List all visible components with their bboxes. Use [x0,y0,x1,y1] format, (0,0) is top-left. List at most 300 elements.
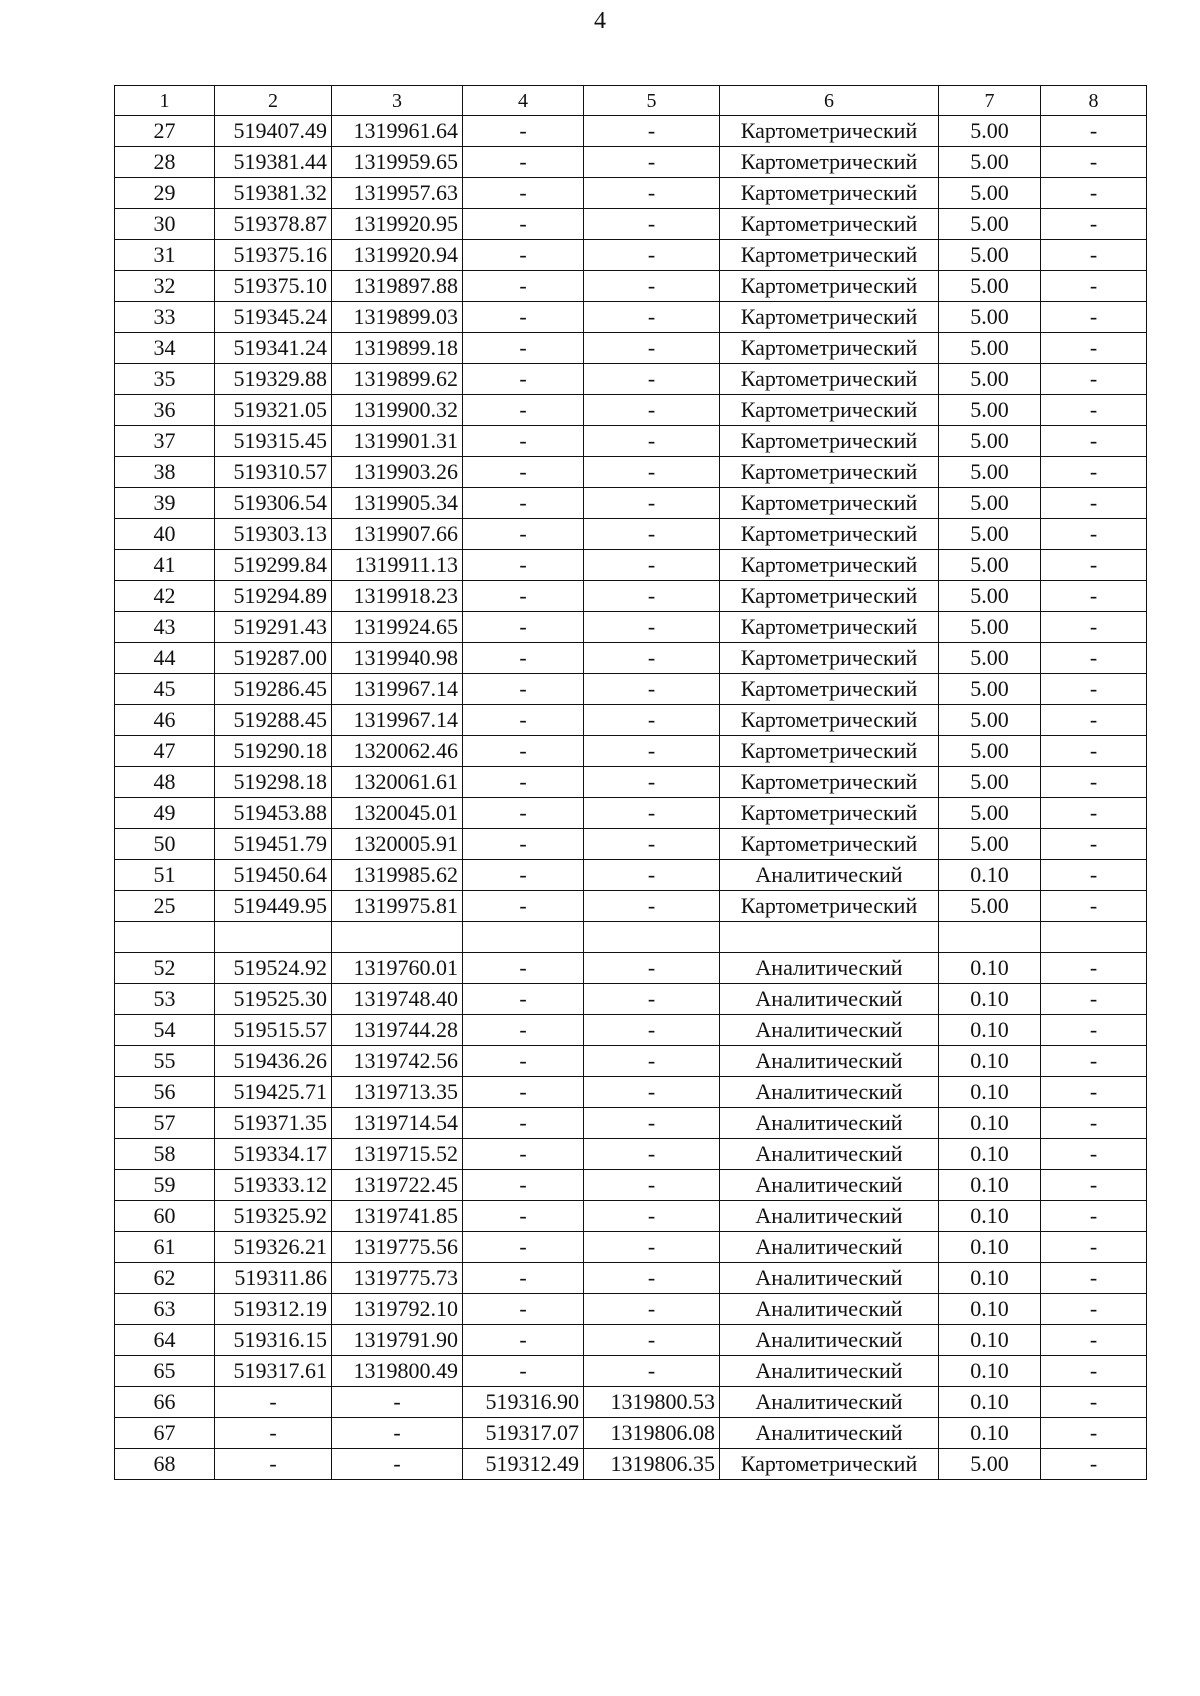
column-header-5: 5 [584,86,720,116]
table-cell-col-7: 0.10 [939,1077,1041,1108]
table-cell-col-8: - [1041,550,1147,581]
table-cell-col-1: 28 [115,147,215,178]
table-cell-col-7: 0.10 [939,1108,1041,1139]
table-cell-col-6: Картометрический [720,705,939,736]
table-cell-col-6: Аналитический [720,1263,939,1294]
table-cell-col-7: 5.00 [939,798,1041,829]
table-cell-col-4: - [463,643,584,674]
table-cell-col-4 [463,922,584,953]
table-cell-col-2: 519321.05 [215,395,332,426]
table-cell-col-4: - [463,798,584,829]
table-row [115,798,1147,829]
table-cell-col-2: 519317.61 [215,1356,332,1387]
table-row [115,1046,1147,1077]
column-header-4: 4 [463,86,584,116]
table-cell-col-2: 519450.64 [215,860,332,891]
table-cell-col-8: - [1041,798,1147,829]
table-cell-col-6 [720,922,939,953]
table-cell-col-2: 519371.35 [215,1108,332,1139]
table-cell-col-8: - [1041,1263,1147,1294]
table-row [115,1232,1147,1263]
table-cell-col-6: Картометрический [720,581,939,612]
table-cell-col-3: 1319897.88 [332,271,463,302]
column-header-7: 7 [939,86,1041,116]
table-cell-col-4: - [463,1077,584,1108]
table-cell-col-6: Картометрический [720,736,939,767]
table-cell-col-5 [584,922,720,953]
table-cell-col-5: - [584,1015,720,1046]
table-cell-col-3: 1320005.91 [332,829,463,860]
table-cell-col-4: 519317.07 [463,1418,584,1449]
table-cell-col-1: 31 [115,240,215,271]
table-body [115,116,1147,1480]
table-cell-col-6: Картометрический [720,333,939,364]
table-row [115,240,1147,271]
table-cell-col-8: - [1041,1387,1147,1418]
table-row [115,147,1147,178]
table-cell-col-6: Картометрический [720,395,939,426]
table-cell-col-3: 1320062.46 [332,736,463,767]
table-cell-col-3: 1319961.64 [332,116,463,147]
table-cell-col-6: Аналитический [720,1077,939,1108]
table-cell-col-8: - [1041,302,1147,333]
table-cell-col-8: - [1041,1201,1147,1232]
table-cell-col-4: - [463,1325,584,1356]
table-cell-col-1 [115,922,215,953]
table-cell-col-3: 1319791.90 [332,1325,463,1356]
table-cell-col-6: Аналитический [720,1232,939,1263]
table-row [115,736,1147,767]
table-cell-col-5: - [584,1263,720,1294]
table-cell-col-7: 5.00 [939,519,1041,550]
table-cell-col-5: - [584,116,720,147]
table-cell-col-6: Картометрический [720,364,939,395]
table-cell-col-2: 519381.32 [215,178,332,209]
table-cell-col-3: 1319911.13 [332,550,463,581]
table-cell-col-6: Аналитический [720,1046,939,1077]
table-cell-col-5: - [584,736,720,767]
table-cell-col-4: - [463,519,584,550]
table-cell-col-1: 65 [115,1356,215,1387]
table-row [115,395,1147,426]
table-cell-col-8: - [1041,705,1147,736]
table-cell-col-2: - [215,1418,332,1449]
table-cell-col-4: - [463,364,584,395]
table-row [115,984,1147,1015]
table-cell-col-8: - [1041,519,1147,550]
table-cell-col-5: - [584,333,720,364]
table-cell-col-1: 42 [115,581,215,612]
table-cell-col-3 [332,922,463,953]
table-cell-col-5: 1319806.35 [584,1449,720,1480]
table-cell-col-4: - [463,891,584,922]
table-cell-col-6: Картометрический [720,178,939,209]
table-cell-col-5: - [584,643,720,674]
table-cell-col-3: 1319907.66 [332,519,463,550]
table-cell-col-1: 62 [115,1263,215,1294]
table-cell-col-1: 50 [115,829,215,860]
table-cell-col-5: - [584,519,720,550]
table-cell-col-7: 5.00 [939,457,1041,488]
table-cell-col-7: 0.10 [939,1015,1041,1046]
table-cell-col-5: - [584,674,720,705]
table-cell-col-2: 519303.13 [215,519,332,550]
table-row [115,457,1147,488]
table-cell-col-4: - [463,1294,584,1325]
table-cell-col-8: - [1041,860,1147,891]
table-cell-col-4: - [463,302,584,333]
table-cell-col-6: Картометрический [720,240,939,271]
table-cell-col-8: - [1041,1356,1147,1387]
table-cell-col-7: 0.10 [939,1232,1041,1263]
table-cell-col-7: 0.10 [939,1263,1041,1294]
table-cell-col-1: 53 [115,984,215,1015]
table-cell-col-7: 5.00 [939,209,1041,240]
table-cell-col-8: - [1041,457,1147,488]
table-cell-col-8: - [1041,395,1147,426]
table-cell-col-3: 1319901.31 [332,426,463,457]
table-cell-col-2: 519345.24 [215,302,332,333]
table-cell-col-5: - [584,1170,720,1201]
table-cell-col-5: - [584,891,720,922]
table-cell-col-2: 519425.71 [215,1077,332,1108]
table-cell-col-6: Аналитический [720,1139,939,1170]
table-row [115,891,1147,922]
table-cell-col-5: - [584,1325,720,1356]
table-cell-col-5: - [584,364,720,395]
table-cell-col-1: 52 [115,953,215,984]
table-cell-col-1: 44 [115,643,215,674]
table-cell-col-1: 66 [115,1387,215,1418]
table-cell-col-5: - [584,271,720,302]
table-cell-col-6: Аналитический [720,984,939,1015]
table-cell-col-7: 5.00 [939,767,1041,798]
table-cell-col-7: 5.00 [939,364,1041,395]
table-cell-col-7: 5.00 [939,829,1041,860]
table-row [115,209,1147,240]
table-cell-col-1: 55 [115,1046,215,1077]
table-cell-col-8: - [1041,240,1147,271]
table-cell-col-4: - [463,767,584,798]
table-cell-col-4: - [463,147,584,178]
table-row [115,674,1147,705]
table-row [115,1356,1147,1387]
table-cell-col-6: Картометрический [720,829,939,860]
table-cell-col-1: 61 [115,1232,215,1263]
table-cell-col-6: Картометрический [720,209,939,240]
table-cell-col-5: - [584,457,720,488]
table-row [115,1108,1147,1139]
table-cell-col-1: 29 [115,178,215,209]
table-cell-col-4: - [463,116,584,147]
table-cell-col-7: 5.00 [939,240,1041,271]
table-cell-col-1: 37 [115,426,215,457]
table-cell-col-3: - [332,1418,463,1449]
table-cell-col-5: - [584,798,720,829]
table-cell-col-6: Картометрический [720,891,939,922]
table-cell-col-5: - [584,1232,720,1263]
table-cell-col-3: 1319920.94 [332,240,463,271]
table-cell-col-3: 1319713.35 [332,1077,463,1108]
table-cell-col-3: 1319899.18 [332,333,463,364]
table-cell-col-3: 1319975.81 [332,891,463,922]
table-row [115,488,1147,519]
table-cell-col-7: 5.00 [939,395,1041,426]
table-cell-col-5: - [584,612,720,643]
table-cell-col-8: - [1041,333,1147,364]
table-cell-col-5: - [584,1077,720,1108]
table-cell-col-1: 59 [115,1170,215,1201]
table-cell-col-7: 5.00 [939,674,1041,705]
table-cell-col-4: 519316.90 [463,1387,584,1418]
table-cell-col-8: - [1041,1449,1147,1480]
table-cell-col-7: 0.10 [939,1418,1041,1449]
table-cell-col-4: - [463,1015,584,1046]
table-cell-col-6: Аналитический [720,953,939,984]
table-cell-col-3: 1319741.85 [332,1201,463,1232]
header-row [115,86,1147,116]
table-cell-col-1: 25 [115,891,215,922]
table-cell-col-4: - [463,457,584,488]
table-row [115,922,1147,953]
table-cell-col-3: 1319899.03 [332,302,463,333]
table-cell-col-2: 519316.15 [215,1325,332,1356]
table-cell-col-7: 0.10 [939,984,1041,1015]
table-cell-col-1: 36 [115,395,215,426]
table-cell-col-4: - [463,1263,584,1294]
table-row [115,178,1147,209]
table-cell-col-1: 45 [115,674,215,705]
table-row [115,116,1147,147]
table-cell-col-6: Картометрический [720,426,939,457]
table-cell-col-7: 0.10 [939,1387,1041,1418]
table-cell-col-2: 519436.26 [215,1046,332,1077]
table-cell-col-4: - [463,984,584,1015]
table-cell-col-2: 519453.88 [215,798,332,829]
table-row [115,364,1147,395]
table-cell-col-6: Аналитический [720,1356,939,1387]
table-cell-col-8: - [1041,829,1147,860]
table-cell-col-8: - [1041,488,1147,519]
table-cell-col-7: 0.10 [939,1170,1041,1201]
table-cell-col-4: - [463,395,584,426]
table-cell-col-1: 58 [115,1139,215,1170]
table-row [115,1015,1147,1046]
table-cell-col-3: 1319967.14 [332,674,463,705]
table-row [115,1294,1147,1325]
table-cell-col-7: 5.00 [939,643,1041,674]
table-cell-col-3: 1319967.14 [332,705,463,736]
table-cell-col-3: 1319920.95 [332,209,463,240]
table-cell-col-5: - [584,1356,720,1387]
table-cell-col-6: Картометрический [720,271,939,302]
table-cell-col-1: 43 [115,612,215,643]
table-cell-col-3: - [332,1387,463,1418]
table-cell-col-5: - [584,984,720,1015]
table-cell-col-3: 1319742.56 [332,1046,463,1077]
table-cell-col-7: 5.00 [939,705,1041,736]
table-row [115,612,1147,643]
table-cell-col-4: - [463,1170,584,1201]
table-cell-col-1: 33 [115,302,215,333]
table-cell-col-2: 519290.18 [215,736,332,767]
table-cell-col-8: - [1041,1077,1147,1108]
table-cell-col-1: 47 [115,736,215,767]
table-cell-col-1: 46 [115,705,215,736]
table-cell-col-5: - [584,426,720,457]
table-cell-col-3: 1319957.63 [332,178,463,209]
table-cell-col-7: 5.00 [939,116,1041,147]
table-cell-col-7: 5.00 [939,488,1041,519]
table-row [115,829,1147,860]
table-cell-col-2: 519306.54 [215,488,332,519]
table-cell-col-4: - [463,333,584,364]
table-cell-col-2: - [215,1387,332,1418]
table-cell-col-7: 5.00 [939,271,1041,302]
table-cell-col-7 [939,922,1041,953]
table-cell-col-8: - [1041,1139,1147,1170]
table-cell-col-1: 63 [115,1294,215,1325]
table-cell-col-8: - [1041,178,1147,209]
table-cell-col-5: - [584,302,720,333]
table-cell-col-2: 519299.84 [215,550,332,581]
table-cell-col-1: 60 [115,1201,215,1232]
table-cell-col-1: 49 [115,798,215,829]
table-cell-col-2: 519375.10 [215,271,332,302]
table-cell-col-3: 1319775.56 [332,1232,463,1263]
table-cell-col-3: 1319903.26 [332,457,463,488]
table-cell-col-6: Аналитический [720,1294,939,1325]
table-cell-col-2: - [215,1449,332,1480]
table-cell-col-6: Картометрический [720,1449,939,1480]
table-row [115,1263,1147,1294]
table-cell-col-6: Аналитический [720,1387,939,1418]
table-cell-col-4: - [463,1356,584,1387]
table-cell-col-2: 519449.95 [215,891,332,922]
table-cell-col-6: Картометрический [720,550,939,581]
table-cell-col-1: 57 [115,1108,215,1139]
table-cell-col-1: 51 [115,860,215,891]
table-cell-col-5: 1319806.08 [584,1418,720,1449]
table-row [115,519,1147,550]
table-cell-col-8: - [1041,891,1147,922]
table-cell-col-3: 1319792.10 [332,1294,463,1325]
table-row [115,767,1147,798]
table-cell-col-7: 0.10 [939,860,1041,891]
table-cell-col-6: Картометрический [720,147,939,178]
table-cell-col-7: 0.10 [939,1294,1041,1325]
table-cell-col-8: - [1041,1015,1147,1046]
table-cell-col-1: 30 [115,209,215,240]
table-row [115,705,1147,736]
table-cell-col-5: - [584,1139,720,1170]
table-cell-col-7: 5.00 [939,147,1041,178]
table-cell-col-5: - [584,178,720,209]
table-cell-col-4: - [463,612,584,643]
table-cell-col-8 [1041,922,1147,953]
table-cell-col-2: 519524.92 [215,953,332,984]
table-cell-col-5: - [584,581,720,612]
table-cell-col-6: Картометрический [720,798,939,829]
table-cell-col-6: Аналитический [720,1418,939,1449]
table-row [115,426,1147,457]
table-cell-col-4: 519312.49 [463,1449,584,1480]
table-cell-col-5: 1319800.53 [584,1387,720,1418]
table-cell-col-2: 519407.49 [215,116,332,147]
table-cell-col-4: - [463,705,584,736]
coordinates-table [114,85,1147,1480]
table-cell-col-4: - [463,674,584,705]
table-cell-col-6: Картометрический [720,612,939,643]
table-cell-col-8: - [1041,953,1147,984]
table-cell-col-4: - [463,829,584,860]
table-cell-col-3: 1320061.61 [332,767,463,798]
table-cell-col-5: - [584,209,720,240]
table-cell-col-8: - [1041,767,1147,798]
table-cell-col-7: 5.00 [939,736,1041,767]
table-cell-col-1: 34 [115,333,215,364]
table-cell-col-6: Картометрический [720,488,939,519]
table-cell-col-4: - [463,1108,584,1139]
column-header-8: 8 [1041,86,1147,116]
table-row [115,1139,1147,1170]
table-row [115,302,1147,333]
table-cell-col-4: - [463,1046,584,1077]
table-row [115,271,1147,302]
table-row [115,860,1147,891]
table-cell-col-4: - [463,488,584,519]
table-cell-col-1: 27 [115,116,215,147]
table-cell-col-2: 519381.44 [215,147,332,178]
table-cell-col-1: 41 [115,550,215,581]
table-cell-col-2: 519298.18 [215,767,332,798]
table-cell-col-5: - [584,488,720,519]
table-cell-col-6: Аналитический [720,1201,939,1232]
table-cell-col-1: 56 [115,1077,215,1108]
table-cell-col-2 [215,922,332,953]
table-cell-col-4: - [463,271,584,302]
table-cell-col-8: - [1041,736,1147,767]
table-cell-col-5: - [584,395,720,426]
table-cell-col-1: 35 [115,364,215,395]
table-cell-col-2: 519325.92 [215,1201,332,1232]
table-cell-col-1: 39 [115,488,215,519]
table-cell-col-7: 5.00 [939,426,1041,457]
table-row [115,1418,1147,1449]
table-cell-col-7: 0.10 [939,1356,1041,1387]
table-cell-col-6: Картометрический [720,519,939,550]
table-cell-col-8: - [1041,581,1147,612]
table-cell-col-6: Аналитический [720,860,939,891]
table-row [115,581,1147,612]
table-cell-col-2: 519326.21 [215,1232,332,1263]
table-cell-col-6: Картометрический [720,116,939,147]
table-cell-col-2: 519375.16 [215,240,332,271]
table-cell-col-7: 5.00 [939,178,1041,209]
table-row [115,550,1147,581]
table-cell-col-4: - [463,581,584,612]
table-cell-col-4: - [463,209,584,240]
table-cell-col-3: 1319940.98 [332,643,463,674]
table-cell-col-4: - [463,736,584,767]
table-cell-col-7: 0.10 [939,1046,1041,1077]
table-cell-col-2: 519288.45 [215,705,332,736]
table-cell-col-8: - [1041,364,1147,395]
table-cell-col-4: - [463,860,584,891]
table-cell-col-3: 1319760.01 [332,953,463,984]
table-row [115,1449,1147,1480]
table-cell-col-2: 519286.45 [215,674,332,705]
